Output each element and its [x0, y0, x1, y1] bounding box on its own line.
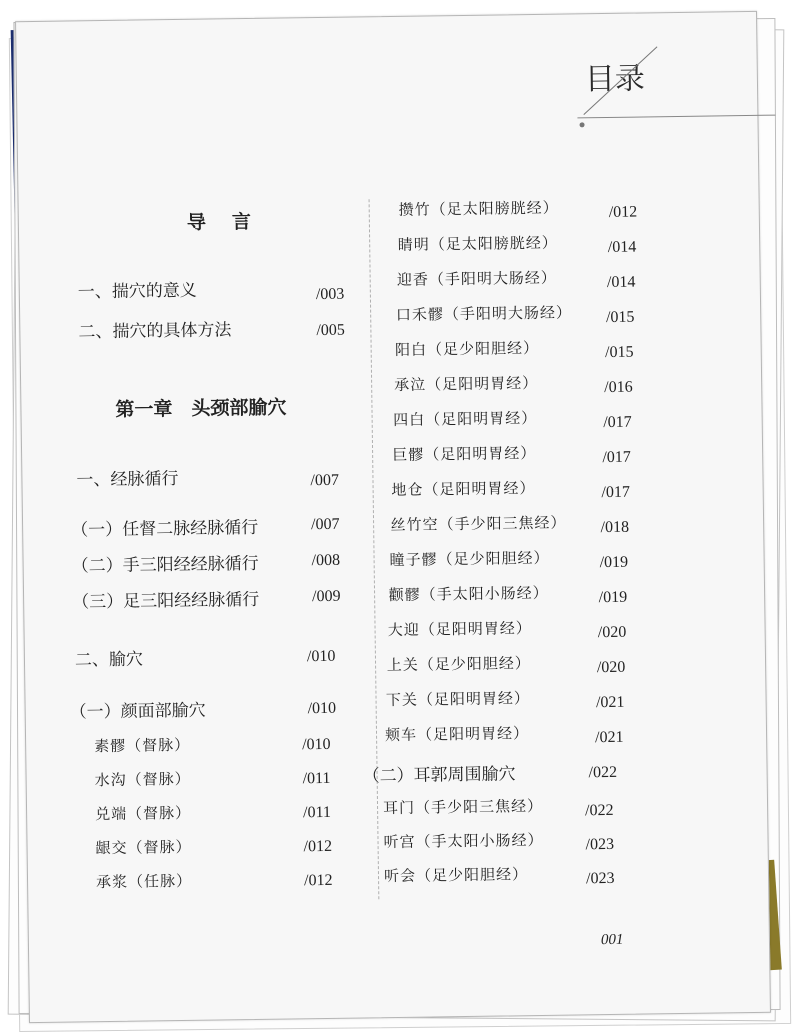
toc-page-number: /021 [594, 728, 624, 747]
toc-page-number: /005 [316, 321, 345, 340]
toc-page-number: /010 [307, 699, 337, 718]
toc-entry: 二、腧穴 [74, 649, 144, 671]
toc-entry: 一、揣穴的意义 [77, 280, 197, 303]
toc-page-number: /011 [303, 803, 332, 822]
toc-entry: 承泣（足阳明胃经） [394, 373, 539, 394]
toc-entry: 听宫（手太阳小肠经） [383, 830, 544, 852]
toc-page-number: /020 [596, 658, 626, 677]
toc-page-number: /022 [588, 763, 618, 782]
toc-page-number: /011 [302, 769, 331, 788]
toc-page-number: /008 [311, 551, 341, 570]
column-divider [369, 199, 380, 899]
toc-entry: 兑端（督脉） [94, 803, 192, 824]
toc-entry: 一、经脉循行 [76, 468, 179, 491]
toc-entry: 瞳子髎（足少阳胆经） [389, 548, 550, 570]
toc-entry: （一）颜面部腧穴 [69, 700, 206, 723]
toc-entry: 地仓（足阳明胃经） [391, 479, 536, 500]
toc-page-number: /017 [602, 448, 631, 467]
toc-entry: 耳门（手少阳三焦经） [382, 796, 544, 818]
toc-page-number: /009 [311, 587, 341, 606]
toc-page-number: /012 [608, 203, 638, 221]
toc-entry: 口禾髎（手阳明大肠经） [395, 303, 573, 324]
toc-entry: 龈交（督脉） [95, 837, 192, 858]
toc-page-number: /019 [599, 553, 629, 572]
title-rule [577, 115, 775, 119]
chapter-heading: 第一章 头颈部腧穴 [115, 396, 287, 421]
toc-entry: 阳白（足少阳胆经） [394, 338, 540, 359]
toc-entry: 睛明（足太阳膀胱经） [397, 233, 558, 254]
toc-entry: 水沟（督脉） [94, 769, 191, 790]
toc-page-number: /012 [303, 871, 333, 890]
toc-entry: 四白（足阳明胃经） [393, 408, 538, 429]
toc-entry: 丝竹空（手少阳三焦经） [390, 513, 567, 535]
toc-entry: 承浆（任脉） [95, 871, 193, 892]
toc-page-number: /015 [605, 308, 635, 327]
toc-page-number: /010 [302, 735, 331, 754]
toc-page-number: /018 [600, 518, 630, 537]
toc-page-number: /023 [585, 835, 615, 854]
intro-heading: 导言 [186, 210, 278, 234]
toc-entry: 下关（足阳明胃经） [385, 689, 531, 710]
toc-page-number: /014 [607, 238, 637, 256]
toc-page-number: /022 [585, 801, 614, 820]
toc-entry: 上关（足少阳胆经） [386, 654, 531, 675]
toc-page-number: /007 [310, 515, 340, 534]
toc-page-number: /015 [604, 343, 634, 362]
toc-entry: （二）手三阳经经脉循行 [71, 553, 259, 577]
toc-page-number: /007 [310, 471, 340, 490]
toc-page-number: /021 [595, 693, 625, 712]
toc-entry: 大迎（足阳明胃经） [387, 619, 532, 640]
page-title: 目录 [584, 61, 646, 98]
toc-entry: 巨髎（足阳明胃经） [392, 443, 537, 465]
toc-page [15, 11, 771, 1023]
toc-page-number: /014 [606, 273, 636, 291]
toc-page-number: /017 [601, 483, 631, 502]
toc-page-number: /010 [306, 647, 336, 666]
toc-entry: （一）任督二脉经脉循行 [71, 517, 259, 541]
toc-entry: （三）足三阳经经脉循行 [72, 589, 260, 613]
toc-entry: 素髎（督脉） [94, 735, 191, 756]
toc-entry: 听会（足少阳胆经） [383, 865, 529, 886]
toc-entry: 迎香（手阳明大肠经） [396, 268, 558, 289]
toc-page-number: /017 [603, 413, 632, 432]
toc-entry: （二）耳郭周围腧穴 [362, 764, 516, 787]
toc-entry: 攒竹（足太阳膀胱经） [398, 198, 559, 219]
toc-page-number: /019 [598, 588, 628, 607]
toc-page-number: /003 [315, 285, 345, 304]
toc-page-number: /020 [597, 623, 627, 642]
toc-entry: 二、揣穴的具体方法 [78, 320, 232, 343]
toc-page-number: /016 [604, 378, 633, 397]
toc-page-number: /023 [585, 869, 615, 888]
page-folio: 001 [600, 931, 624, 949]
title-decoration-dot [580, 122, 585, 127]
toc-entry: 颊车（足阳明胃经） [384, 724, 530, 745]
toc-page-number: /012 [303, 837, 333, 856]
toc-entry: 颧髎（手太阳小肠经） [388, 583, 549, 605]
